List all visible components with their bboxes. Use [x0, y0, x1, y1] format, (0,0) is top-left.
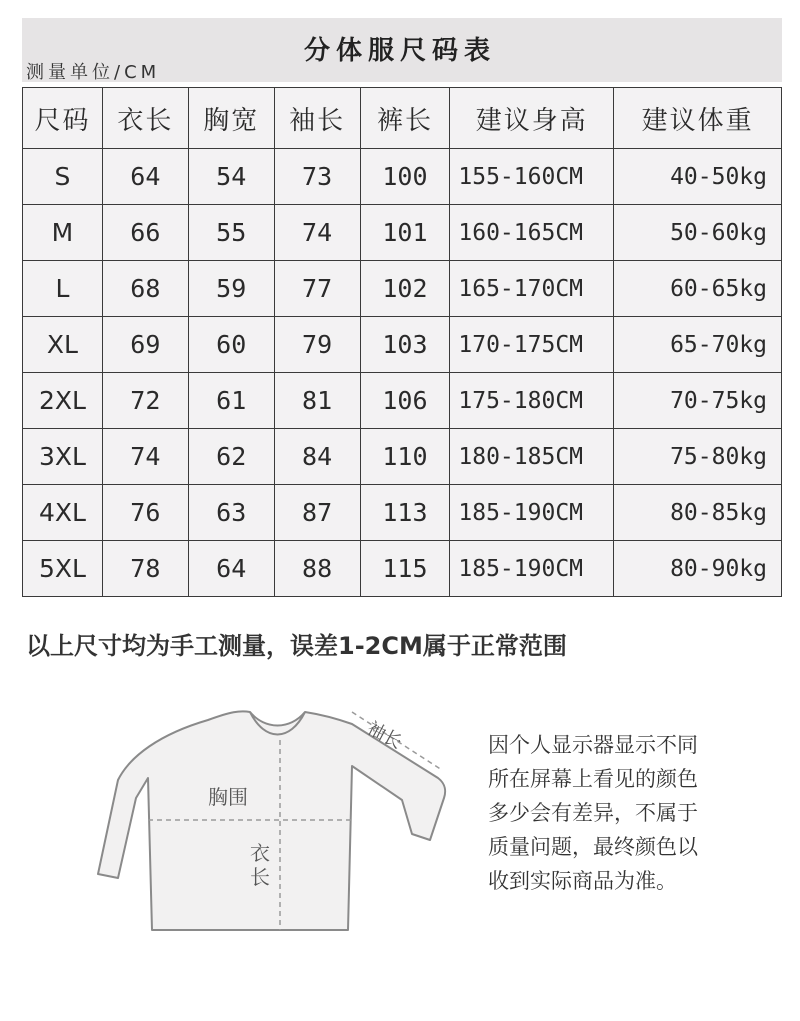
size-cell: M	[23, 205, 103, 261]
length-cell: 68	[102, 261, 188, 317]
disclaimer-line: 因个人显示器显示不同	[488, 733, 698, 757]
length-cell: 74	[102, 429, 188, 485]
height-cell: 185-190CM	[450, 485, 614, 541]
pants-cell: 110	[360, 429, 450, 485]
chest-cell: 60	[188, 317, 274, 373]
disclaimer-line: 质量问题，最终颜色以	[488, 835, 698, 859]
table-row	[23, 485, 782, 541]
height-cell: 175-180CM	[450, 373, 614, 429]
size-cell: 3XL	[23, 429, 103, 485]
page-title: 分体服尺码表	[303, 36, 496, 66]
column-header: 袖长	[274, 88, 360, 149]
chest-cell: 64	[188, 541, 274, 597]
size-cell: 4XL	[23, 485, 103, 541]
pants-cell: 106	[360, 373, 450, 429]
sleeve-cell: 73	[274, 149, 360, 205]
weight-cell: 65-70kg	[614, 317, 782, 373]
sleeve-label: 袖长	[363, 717, 406, 754]
shirt-measurement-diagram	[90, 700, 470, 960]
measurement-note: 以上尺寸均为手工测量，误差1-2CM属于正常范围	[26, 632, 567, 660]
length-cell: 66	[102, 205, 188, 261]
chest-label: 胸围	[208, 785, 248, 809]
size-cell: L	[23, 261, 103, 317]
size-cell: 2XL	[23, 373, 103, 429]
chest-cell: 61	[188, 373, 274, 429]
pants-cell: 102	[360, 261, 450, 317]
length-cell: 64	[102, 149, 188, 205]
table-row	[23, 429, 782, 485]
table-row	[23, 149, 782, 205]
sleeve-cell: 87	[274, 485, 360, 541]
sleeve-cell: 77	[274, 261, 360, 317]
height-cell: 170-175CM	[450, 317, 614, 373]
sleeve-cell: 81	[274, 373, 360, 429]
length-label-top: 衣	[250, 841, 270, 865]
weight-cell: 70-75kg	[614, 373, 782, 429]
table-row	[23, 205, 782, 261]
chest-cell: 59	[188, 261, 274, 317]
pants-cell: 101	[360, 205, 450, 261]
height-cell: 180-185CM	[450, 429, 614, 485]
column-header: 衣长	[102, 88, 188, 149]
length-cell: 78	[102, 541, 188, 597]
weight-cell: 80-85kg	[614, 485, 782, 541]
sleeve-cell: 84	[274, 429, 360, 485]
display-disclaimer	[488, 728, 748, 898]
height-cell: 155-160CM	[450, 149, 614, 205]
chest-cell: 62	[188, 429, 274, 485]
column-header: 建议体重	[614, 88, 782, 149]
length-cell: 76	[102, 485, 188, 541]
height-cell: 165-170CM	[450, 261, 614, 317]
table-header-row	[23, 88, 782, 149]
weight-cell: 80-90kg	[614, 541, 782, 597]
pants-cell: 103	[360, 317, 450, 373]
column-header: 裤长	[360, 88, 450, 149]
size-cell: S	[23, 149, 103, 205]
unit-label: 测量单位/CM	[26, 62, 161, 83]
chest-cell: 63	[188, 485, 274, 541]
weight-cell: 75-80kg	[614, 429, 782, 485]
disclaimer-line: 收到实际商品为准。	[488, 869, 677, 893]
column-header: 建议身高	[450, 88, 614, 149]
size-cell: 5XL	[23, 541, 103, 597]
chest-cell: 55	[188, 205, 274, 261]
table-row	[23, 373, 782, 429]
pants-cell: 115	[360, 541, 450, 597]
disclaimer-line: 多少会有差异，不属于	[488, 801, 698, 825]
weight-cell: 50-60kg	[614, 205, 782, 261]
column-header: 尺码	[23, 88, 103, 149]
length-cell: 72	[102, 373, 188, 429]
sleeve-cell: 74	[274, 205, 360, 261]
weight-cell: 60-65kg	[614, 261, 782, 317]
column-header: 胸宽	[188, 88, 274, 149]
height-cell: 160-165CM	[450, 205, 614, 261]
size-table	[22, 87, 782, 597]
weight-cell: 40-50kg	[614, 149, 782, 205]
disclaimer-line: 所在屏幕上看见的颜色	[488, 767, 698, 791]
height-cell: 185-190CM	[450, 541, 614, 597]
length-cell: 69	[102, 317, 188, 373]
table-row	[23, 317, 782, 373]
sleeve-cell: 79	[274, 317, 360, 373]
length-label-bottom: 长	[250, 865, 270, 889]
table-row	[23, 541, 782, 597]
pants-cell: 113	[360, 485, 450, 541]
pants-cell: 100	[360, 149, 450, 205]
sleeve-cell: 88	[274, 541, 360, 597]
size-cell: XL	[23, 317, 103, 373]
table-row	[23, 261, 782, 317]
chest-cell: 54	[188, 149, 274, 205]
